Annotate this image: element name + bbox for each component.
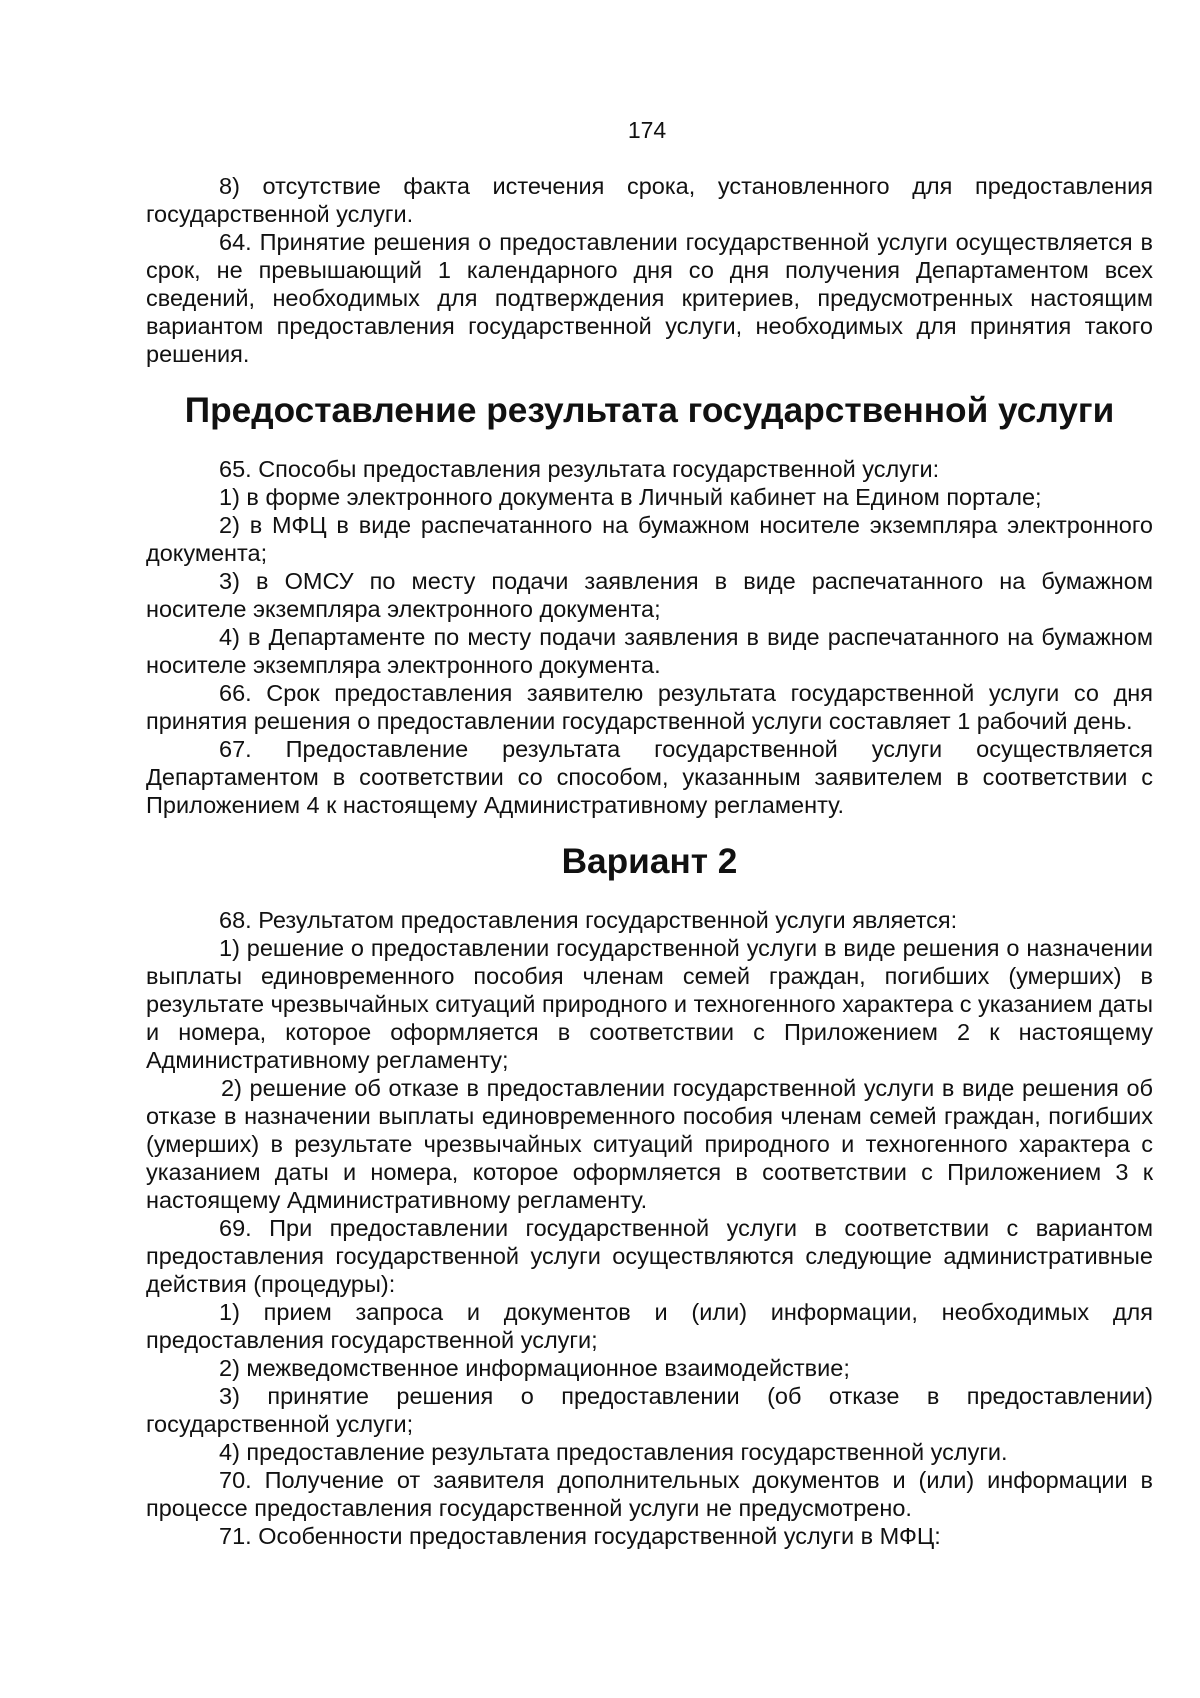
list-item-interagency-interaction: 2) межведомственное информационное взаимодействие;: [219, 1355, 850, 1381]
paragraph-68-result: 68. Результатом предоставления государственной услуги является:: [219, 907, 958, 933]
paragraph-66-result-term: 66. Срок предоставления заявителю результата государственной услуги со дня принятия решения о предоставлении государственной услуги составляет 1 рабочий день.: [146, 680, 1153, 734]
list-item-request-reception: 1) прием запроса и документов и (или) информации, необходимых для предоставления государственной услуги;: [146, 1299, 1153, 1353]
paragraph-64-decision-term: 64. Принятие решения о предоставлении государственной услуги осуществляется в срок, не превышающий 1 календарного дня со дня получения Департаментом всех сведений, необходимых для подтверждения критериев, предусмотренных настоящим вариантом предоставления государственной услуги, необходимых для принятия такого решения.: [146, 229, 1153, 367]
page-number: 174: [627, 117, 667, 143]
list-item-department-printed-copy: 4) в Департаменте по месту подачи заявления в виде распечатанного на бумажном носителе экземпляра электронного документа.: [146, 624, 1153, 678]
list-item-omsu-printed-copy: 3) в ОМСУ по месту подачи заявления в виде распечатанного на бумажном носителе экземпляра электронного документа;: [146, 568, 1153, 622]
list-item-positive-decision: 1) решение о предоставлении государственной услуги в виде решения о назначении выплаты единовременного пособия членам семей граждан, погибших (умерших) в результате чрезвычайных ситуаций природного и техногенного характера с указанием даты и номера, которое оформляется в соответствии с Приложением 2 к настоящему Административному регламенту;: [146, 935, 1153, 1073]
list-item-result-provision: 4) предоставление результата предоставления государственной услуги.: [219, 1439, 1008, 1465]
document-body: [146, 172, 1153, 1550]
section-heading-result-provision: Предоставление результата государственной услуги: [184, 391, 1115, 430]
paragraph-8-deadline-not-expired: 8) отсутствие факта истечения срока, установленного для предоставления государственной услуги.: [146, 173, 1153, 227]
list-item-electronic-document: 1) в форме электронного документа в Личный кабинет на Едином портале;: [219, 484, 1042, 510]
section-heading-variant-2: Вариант 2: [561, 842, 738, 881]
list-item-decision-making: 3) принятие решения о предоставлении (об отказе в предоставлении) государственной услуги;: [146, 1383, 1153, 1437]
list-item-refusal-decision: 2) решение об отказе в предоставлении государственной услуги в виде решения об отказе в назначении выплаты единовременного пособия членам семей граждан, погибших (умерших) в результате чрезвычайных ситуаций природного и техногенного характера с указанием даты и номера, которое оформляется в соответствии с Приложением 3 к настоящему Административному регламенту.: [146, 1075, 1153, 1213]
paragraph-71-mfc-specifics: 71. Особенности предоставления государственной услуги в МФЦ:: [219, 1523, 941, 1549]
paragraph-67-result-by-department: 67. Предоставление результата государственной услуги осуществляется Департаментом в соответствии со способом, указанным заявителем в соответствии с Приложением 4 к настоящему Административному регламенту.: [146, 736, 1153, 818]
list-item-mfc-printed-copy: 2) в МФЦ в виде распечатанного на бумажном носителе экземпляра электронного документа;: [146, 512, 1153, 566]
paragraph-65-result-methods: 65. Способы предоставления результата государственной услуги:: [219, 456, 940, 482]
paragraph-69-administrative-actions: 69. При предоставлении государственной услуги в соответствии с вариантом предоставления государственной услуги осуществляются следующие административные действия (процедуры):: [146, 1215, 1153, 1297]
paragraph-70-additional-documents: 70. Получение от заявителя дополнительных документов и (или) информации в процессе предоставления государственной услуги не предусмотрено.: [146, 1467, 1153, 1521]
